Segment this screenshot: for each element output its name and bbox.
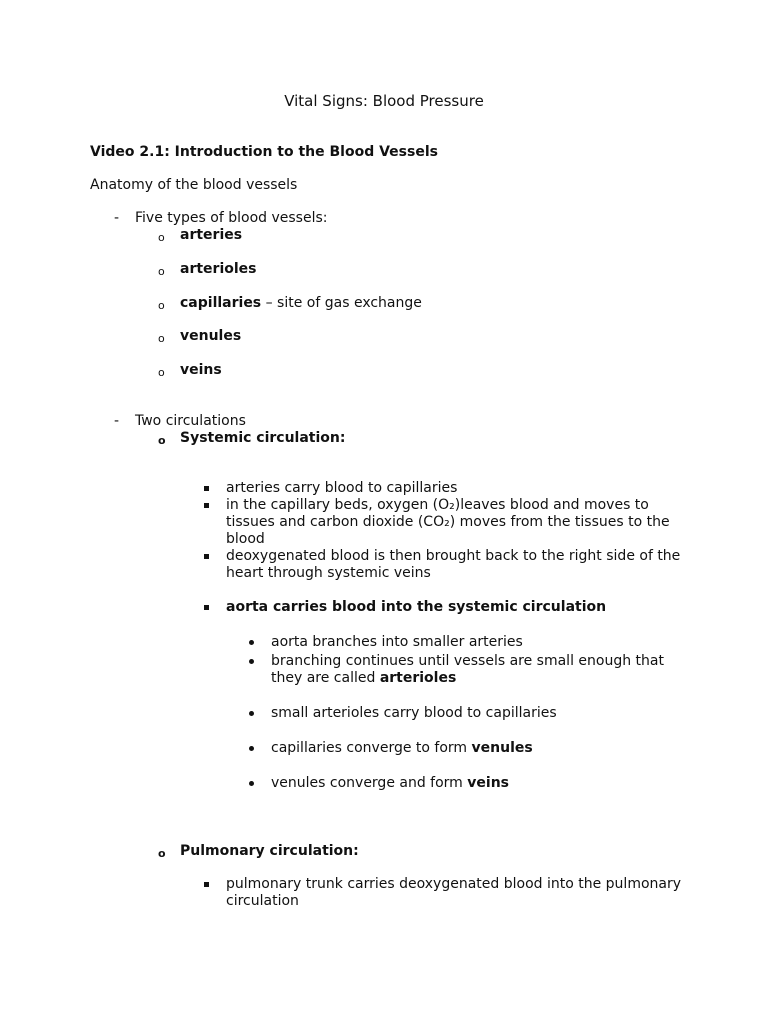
round-bullet <box>249 746 254 751</box>
circle-bullet: o <box>158 231 165 244</box>
page-title: Vital Signs: Blood Pressure <box>284 92 484 110</box>
circle-bullet: o <box>158 366 165 379</box>
square-bullet <box>204 554 209 559</box>
circle-bullet: o <box>158 265 165 278</box>
aorta-sub-item: aorta branches into smaller arteries <box>271 634 523 650</box>
round-bullet <box>249 781 254 786</box>
systemic-title: Systemic circulation: <box>180 430 346 446</box>
vessel-type-item: venules <box>180 328 242 344</box>
aorta-sub-item: branching continues until vessels are small enough that they are called arterioles <box>271 653 664 686</box>
systemic-point: arteries carry blood to capillaries <box>226 480 458 496</box>
circle-bullet: o <box>158 299 165 312</box>
aorta-sub-item: small arterioles carry blood to capillaries <box>271 705 557 721</box>
pulmonary-title: Pulmonary circulation: <box>180 843 359 859</box>
square-bullet <box>204 882 209 887</box>
systemic-point: deoxygenated blood is then brought back to the right side of the heart through systemic veins <box>226 548 681 581</box>
video-heading: Video 2.1: Introduction to the Blood Vessels <box>90 144 438 160</box>
aorta-sub-item: capillaries converge to form venules <box>271 740 533 756</box>
square-bullet <box>204 605 209 610</box>
dash-bullet: - <box>114 210 120 226</box>
round-bullet <box>249 711 254 716</box>
circle-bullet: o <box>158 434 166 447</box>
circulations-intro: Two circulations <box>135 413 246 429</box>
dash-bullet: - <box>114 413 120 429</box>
circle-bullet: o <box>158 332 165 345</box>
pulmonary-point: pulmonary trunk carries deoxygenated blood into the pulmonary circulation <box>226 876 682 909</box>
vessel-type-item: arteries <box>180 227 243 243</box>
aorta-point: aorta carries blood into the systemic circulation <box>226 599 607 615</box>
section-label: Anatomy of the blood vessels <box>90 177 298 193</box>
round-bullet <box>249 640 254 645</box>
circle-bullet: o <box>158 847 166 860</box>
vessel-type-item: arterioles <box>180 261 257 277</box>
square-bullet <box>204 486 209 491</box>
round-bullet <box>249 659 254 664</box>
aorta-sub-item: venules converge and form veins <box>271 775 510 791</box>
vessel-type-item: capillaries – site of gas exchange <box>180 295 422 311</box>
square-bullet <box>204 503 209 508</box>
systemic-point: in the capillary beds, oxygen (O₂)leaves blood and moves to tissues and carbon dioxide (CO₂) moves from the tissues to the blood <box>226 497 670 547</box>
types-intro: Five types of blood vessels: <box>135 210 328 226</box>
vessel-type-item: veins <box>180 362 222 378</box>
